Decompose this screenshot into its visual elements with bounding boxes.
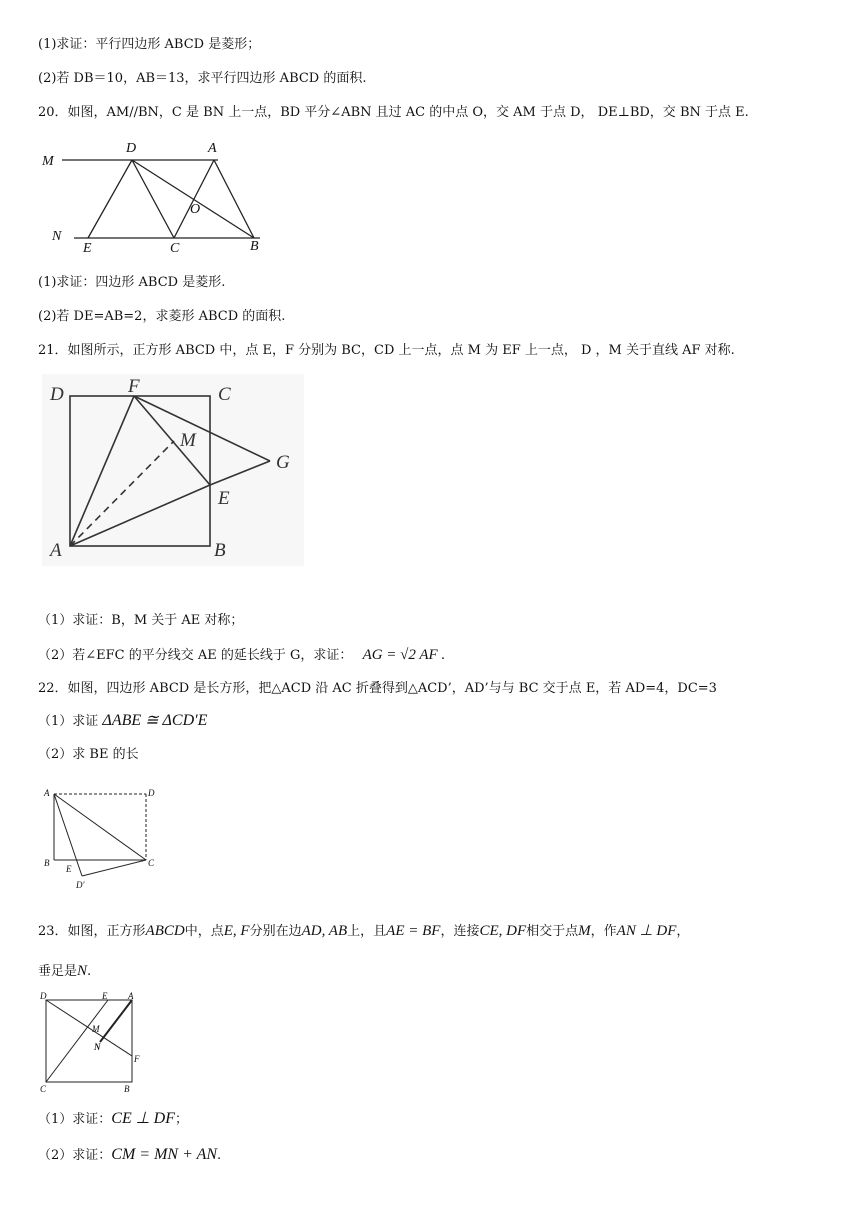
- label-D: D: [50, 384, 64, 405]
- label-A: A: [44, 788, 50, 798]
- label-M: M: [180, 430, 196, 451]
- label-B: B: [124, 1084, 130, 1094]
- label-C: C: [218, 384, 231, 405]
- label-D: D: [40, 991, 47, 1001]
- figure-22: [38, 784, 162, 892]
- q23-part1: （1）求证：CE ⊥ DF；: [38, 1110, 189, 1127]
- label-G: G: [276, 452, 290, 473]
- label-E: E: [66, 864, 72, 874]
- q20-part1: (1)求证：四边形 ABCD 是菱形.: [38, 275, 226, 290]
- label-A: A: [208, 141, 217, 156]
- q21-part2-text: （2）若∠EFC 的平分线交 AE 的延长线于 G，求证：: [38, 648, 353, 663]
- q22-stem: 22．如图，四边形 ABCD 是长方形，把△ACD 沿 AC 折叠得到△ACD’，AD’与与 BC 交于点 E，若 AD=4，DC=3: [38, 681, 717, 696]
- q21-part1: （1）求证：B，M 关于 AE 对称；: [38, 613, 244, 628]
- label-E: E: [218, 488, 230, 509]
- label-E: E: [83, 241, 92, 256]
- label-M: M: [92, 1024, 100, 1034]
- label-A: A: [50, 540, 62, 561]
- q22-part1: [38, 712, 207, 731]
- q20-part2: (2)若 DE=AB=2，求菱形 ABCD 的面积.: [38, 309, 286, 324]
- label-N: N: [94, 1042, 101, 1052]
- label-Dprime: D': [76, 880, 85, 890]
- q21-part2: [38, 646, 445, 665]
- figure-21: [38, 372, 308, 568]
- q23-foot: 垂足是N.: [38, 963, 92, 979]
- q23-stem: 23．如图，正方形ABCD中，点E, F分别在边AD, AB上，且AE = BF，连接CE, DF相交于点M，作AN ⊥ DF，: [38, 923, 690, 939]
- q21-part2-formula: AG = √2 AF .: [362, 647, 446, 663]
- q22-part1-formula: ΔABE ≅ ΔCD′E: [102, 712, 208, 729]
- label-C: C: [148, 858, 155, 868]
- square-ABCD: [46, 1000, 132, 1082]
- q19-part2: (2)若 DB＝10，AB＝13，求平行四边形 ABCD 的面积.: [38, 71, 367, 86]
- q19-part1: (1)求证：平行四边形 ABCD 是菱形；: [38, 37, 261, 52]
- q22-part2: （2）求 BE 的长: [38, 747, 139, 762]
- label-E: E: [102, 991, 108, 1001]
- label-D: D: [148, 788, 155, 798]
- label-D: D: [126, 141, 137, 156]
- label-M: M: [42, 154, 54, 169]
- q21-stem: 21．如图所示，正方形 ABCD 中，点 E，F 分别为 BC，CD 上一点，点 M 为 EF 上一点， D ，M 关于直线 AF 对称.: [38, 343, 735, 358]
- label-C: C: [40, 1084, 47, 1094]
- label-B: B: [44, 858, 50, 868]
- label-F: F: [128, 376, 140, 397]
- q22-part1-text: （1）求证: [38, 714, 99, 729]
- figure-20: [38, 138, 278, 256]
- label-B: B: [250, 239, 259, 254]
- label-C: C: [170, 241, 180, 256]
- label-B: B: [214, 540, 226, 561]
- label-F: F: [134, 1054, 140, 1064]
- label-A: A: [128, 991, 134, 1001]
- label-N: N: [52, 229, 62, 244]
- label-O: O: [190, 202, 201, 217]
- q23-part2: （2）求证：CM = MN + AN.: [38, 1146, 222, 1163]
- figure-23: [38, 990, 148, 1096]
- q20-stem: 20．如图，AM//BN，C 是 BN 上一点，BD 平分∠ABN 且过 AC 的中点 O，交 AM 于点 D， DE⊥BD，交 BN 于点 E.: [38, 105, 749, 120]
